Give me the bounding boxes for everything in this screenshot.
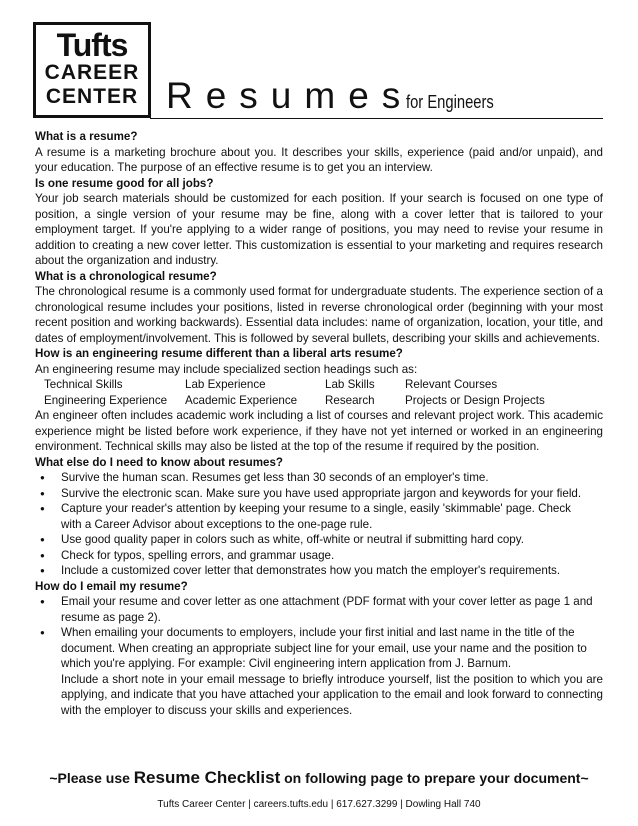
section-heading: What is a resume?	[35, 130, 138, 143]
tips-list-continued	[35, 532, 603, 579]
list-item: ● Survive the human scan. Resumes get less than 30 seconds of an employer's time.	[35, 470, 603, 486]
term: Relevant Courses	[405, 378, 498, 391]
tips-list	[35, 470, 603, 517]
section-paragraph: An engineer often includes academic work including a list of courses and relevant project work. This academic experience might be listed before work experience, if they have not yet interned or worked in an engineering environment. Technical skills may also be listed at the top of the resume if required by the position.	[35, 409, 603, 453]
term: Engineering Experience	[44, 393, 168, 407]
checklist-note	[0, 768, 638, 788]
list-item-continuation: with a Career Advisor about exceptions to the one-page rule.	[61, 517, 373, 531]
section-heading: Is one resume good for all jobs?	[35, 176, 214, 190]
term: Projects or Design Projects	[405, 393, 545, 407]
checklist-post: on following page to prepare your document~	[280, 770, 589, 786]
page-footer: Tufts Career Center | careers.tufts.edu | 617.627.3299 | Dowling Hall 740	[157, 799, 481, 810]
list-item: ● Check for typos, spelling errors, and grammar usage.	[35, 548, 603, 564]
section-heading: What is a chronological resume?	[35, 269, 217, 283]
logo-line-2: CAREER	[44, 61, 140, 84]
list-item: ● Include a customized cover letter that demonstrates how you match the employer's requirements.	[35, 563, 603, 579]
term: Lab Experience	[185, 378, 266, 391]
section-headings-list	[44, 377, 603, 408]
section-heading: How is an engineering resume different than a liberal arts resume?	[35, 347, 403, 360]
term: Technical Skills	[44, 378, 123, 391]
section-paragraph: An engineering resume may include specialized section headings such as:	[35, 362, 418, 376]
list-item: ● Email your resume and cover letter as one attachment (PDF format with your cover letter as page 1 and resume as page 2).	[35, 594, 603, 625]
section-heading: What else do I need to know about resumes?	[35, 455, 284, 469]
main-content	[35, 129, 603, 718]
tufts-career-center-logo	[33, 22, 151, 118]
page-subtitle: for Engineers	[406, 92, 494, 112]
section-paragraph: The chronological resume is a commonly used format for undergraduate students. The experience section of a chronological resume includes your positions, listed in reverse chronological order (beginning with your most recent position and working backwards). Essential data includes: name of organization, location, your title, and dates of employment/involvement. This is followed by several bullets, describing your skills and achievements.	[35, 285, 603, 345]
term: Academic Experience	[185, 393, 298, 407]
list-item: ● Capture your reader's attention by keeping your resume to a single, easily 'skimmable' page. Check	[35, 501, 603, 517]
title-rule	[150, 118, 603, 119]
section-paragraph: A resume is a marketing brochure about you. It describes your skills, experience (paid and/or unpaid), and your education. The purpose of an effective resume is to get you an interview.	[35, 145, 603, 174]
logo-line-1: Tufts	[56, 27, 128, 63]
list-item: ● When emailing your documents to employers, include your first initial and last name in the title of the document. When creating an appropriate subject line for your email, use your name and the position to which you're applying. For example: Civil engineering intern application from J. Barnum.	[35, 625, 603, 672]
section-heading: How do I email my resume?	[35, 579, 188, 593]
checklist-pre: ~Please use	[49, 770, 134, 786]
term: Lab Skills	[325, 378, 375, 391]
section-paragraph: Your job search materials should be customized for each position. If your search is focused on one type of position, a single version of your resume may be fine, along with a cover letter that is tailored to your employment target. If you're applying to a wider range of positions, you may need to revise your resume in addition to creating a new cover letter. This customization is essential to your marketing and requires research about the organization and industry.	[35, 192, 603, 267]
page-title: Resumes	[166, 75, 414, 116]
checklist-title: Resume Checklist	[133, 768, 281, 787]
term: Research	[325, 393, 375, 407]
logo-line-3: CENTER	[45, 85, 139, 108]
list-item-continuation: Include a short note in your email message to briefly introduce yourself, list the position to which you are applying, and indicate that you have attached your application to the email and look forward to connecting with the employer to discuss your skills and experiences.	[61, 672, 603, 717]
email-tips-list	[35, 594, 603, 672]
list-item: ● Survive the electronic scan. Make sure you have used appropriate jargon and keywords for your field.	[35, 486, 603, 502]
list-item: ● Use good quality paper in colors such as white, off-white or neutral if submitting hard copy.	[35, 532, 603, 548]
